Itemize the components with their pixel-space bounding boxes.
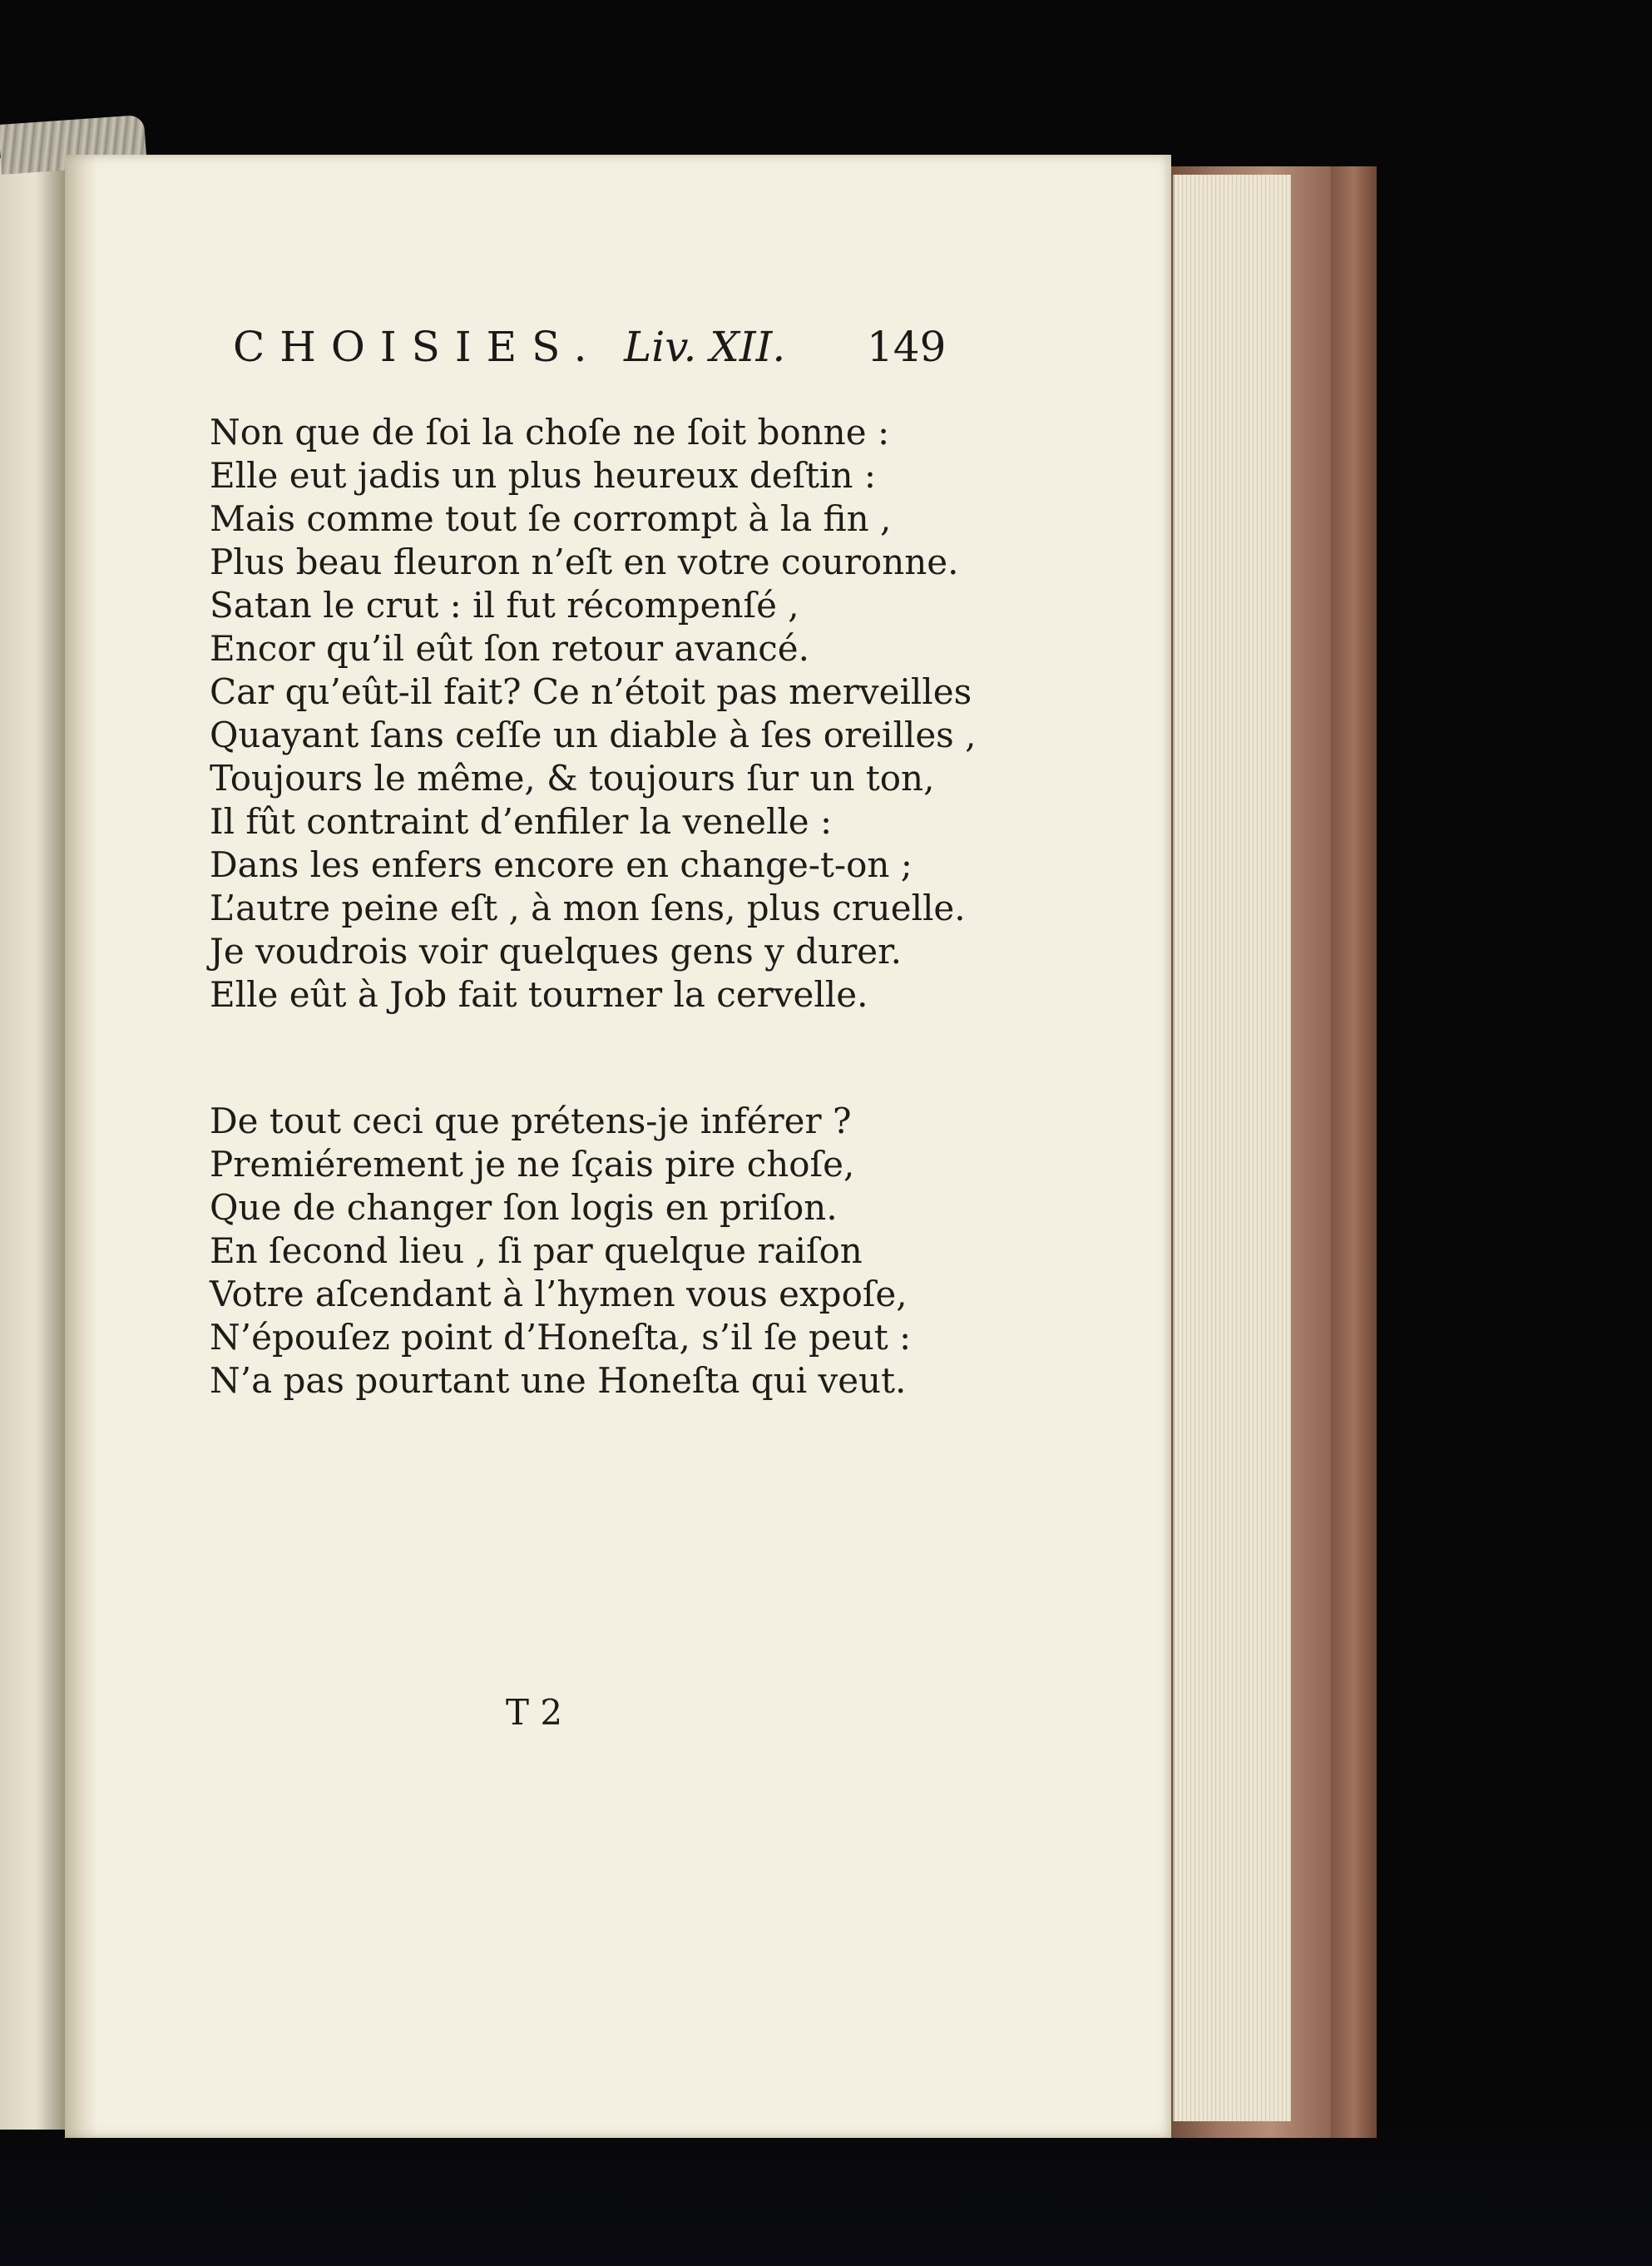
- verse-line: Encor qu’il eût ſon retour avancé.: [210, 628, 809, 669]
- signature-mark: T 2: [506, 1692, 563, 1733]
- page-stack-edges: [1173, 175, 1291, 2121]
- verse-line: Je voudrois voir quelques gens y durer.: [210, 931, 902, 972]
- verse-line: Plus beau fleuron n’eſt en votre couronne.: [210, 542, 959, 582]
- verse-line: Toujours le même, & toujours ſur un ton,: [210, 758, 935, 799]
- verse-line: Que de changer ſon logis en priſon.: [210, 1187, 838, 1228]
- verse-line: En ſecond lieu , ſi par quelque raiſon: [210, 1230, 863, 1271]
- verse-line: N’a pas pourtant une Honeſta qui veut.: [210, 1360, 907, 1401]
- running-head-title: CHOISIES.: [233, 323, 602, 371]
- verse-line: L’autre peine eſt , à mon ſens, plus cruelle.: [210, 888, 966, 928]
- verse-line: Dans les enfers encore en change-t-on ;: [210, 844, 913, 885]
- verse-line: Il fût contraint d’enfiler la venelle :: [210, 801, 833, 842]
- stanza-1: [210, 411, 1041, 1017]
- verse-line: Premiérement je ne ſçais pire choſe,: [210, 1144, 855, 1185]
- running-head: [233, 323, 948, 381]
- running-head-book: Liv. XII.: [624, 323, 786, 371]
- verse-line: Non que de ſoi la choſe ne ſoit bonne :: [210, 412, 890, 453]
- verse-line: Satan le crut : il fut récompenſé ,: [210, 585, 799, 626]
- gutter-shadow: [33, 158, 67, 2130]
- verse-line: Elle eut jadis un plus heureux deſtin :: [210, 455, 876, 496]
- cover-edge: [1331, 166, 1377, 2138]
- verse-line: Quayant ſans ceſſe un diable à ſes oreilles ,: [210, 715, 977, 755]
- table-surface: [0, 2130, 1652, 2266]
- verse-line: Car qu’eût-il fait? Ce n’étoit pas merveilles: [210, 671, 972, 712]
- verse-line: N’épouſez point d’Honeſta, s’il ſe peut :: [210, 1317, 912, 1358]
- page-gutter: [65, 155, 98, 2138]
- verse-line: De tout ceci que prétens-je inférer ?: [210, 1101, 852, 1141]
- stanza-2: [210, 1100, 1041, 1403]
- verse-line: Mais comme tout ſe corrompt à la fin ,: [210, 498, 892, 539]
- page-number: 149: [867, 323, 947, 371]
- verse-line: Elle eût à Job fait tourner la cervelle.: [210, 974, 868, 1015]
- verse-line: Votre aſcendant à l’hymen vous expoſe,: [210, 1274, 908, 1314]
